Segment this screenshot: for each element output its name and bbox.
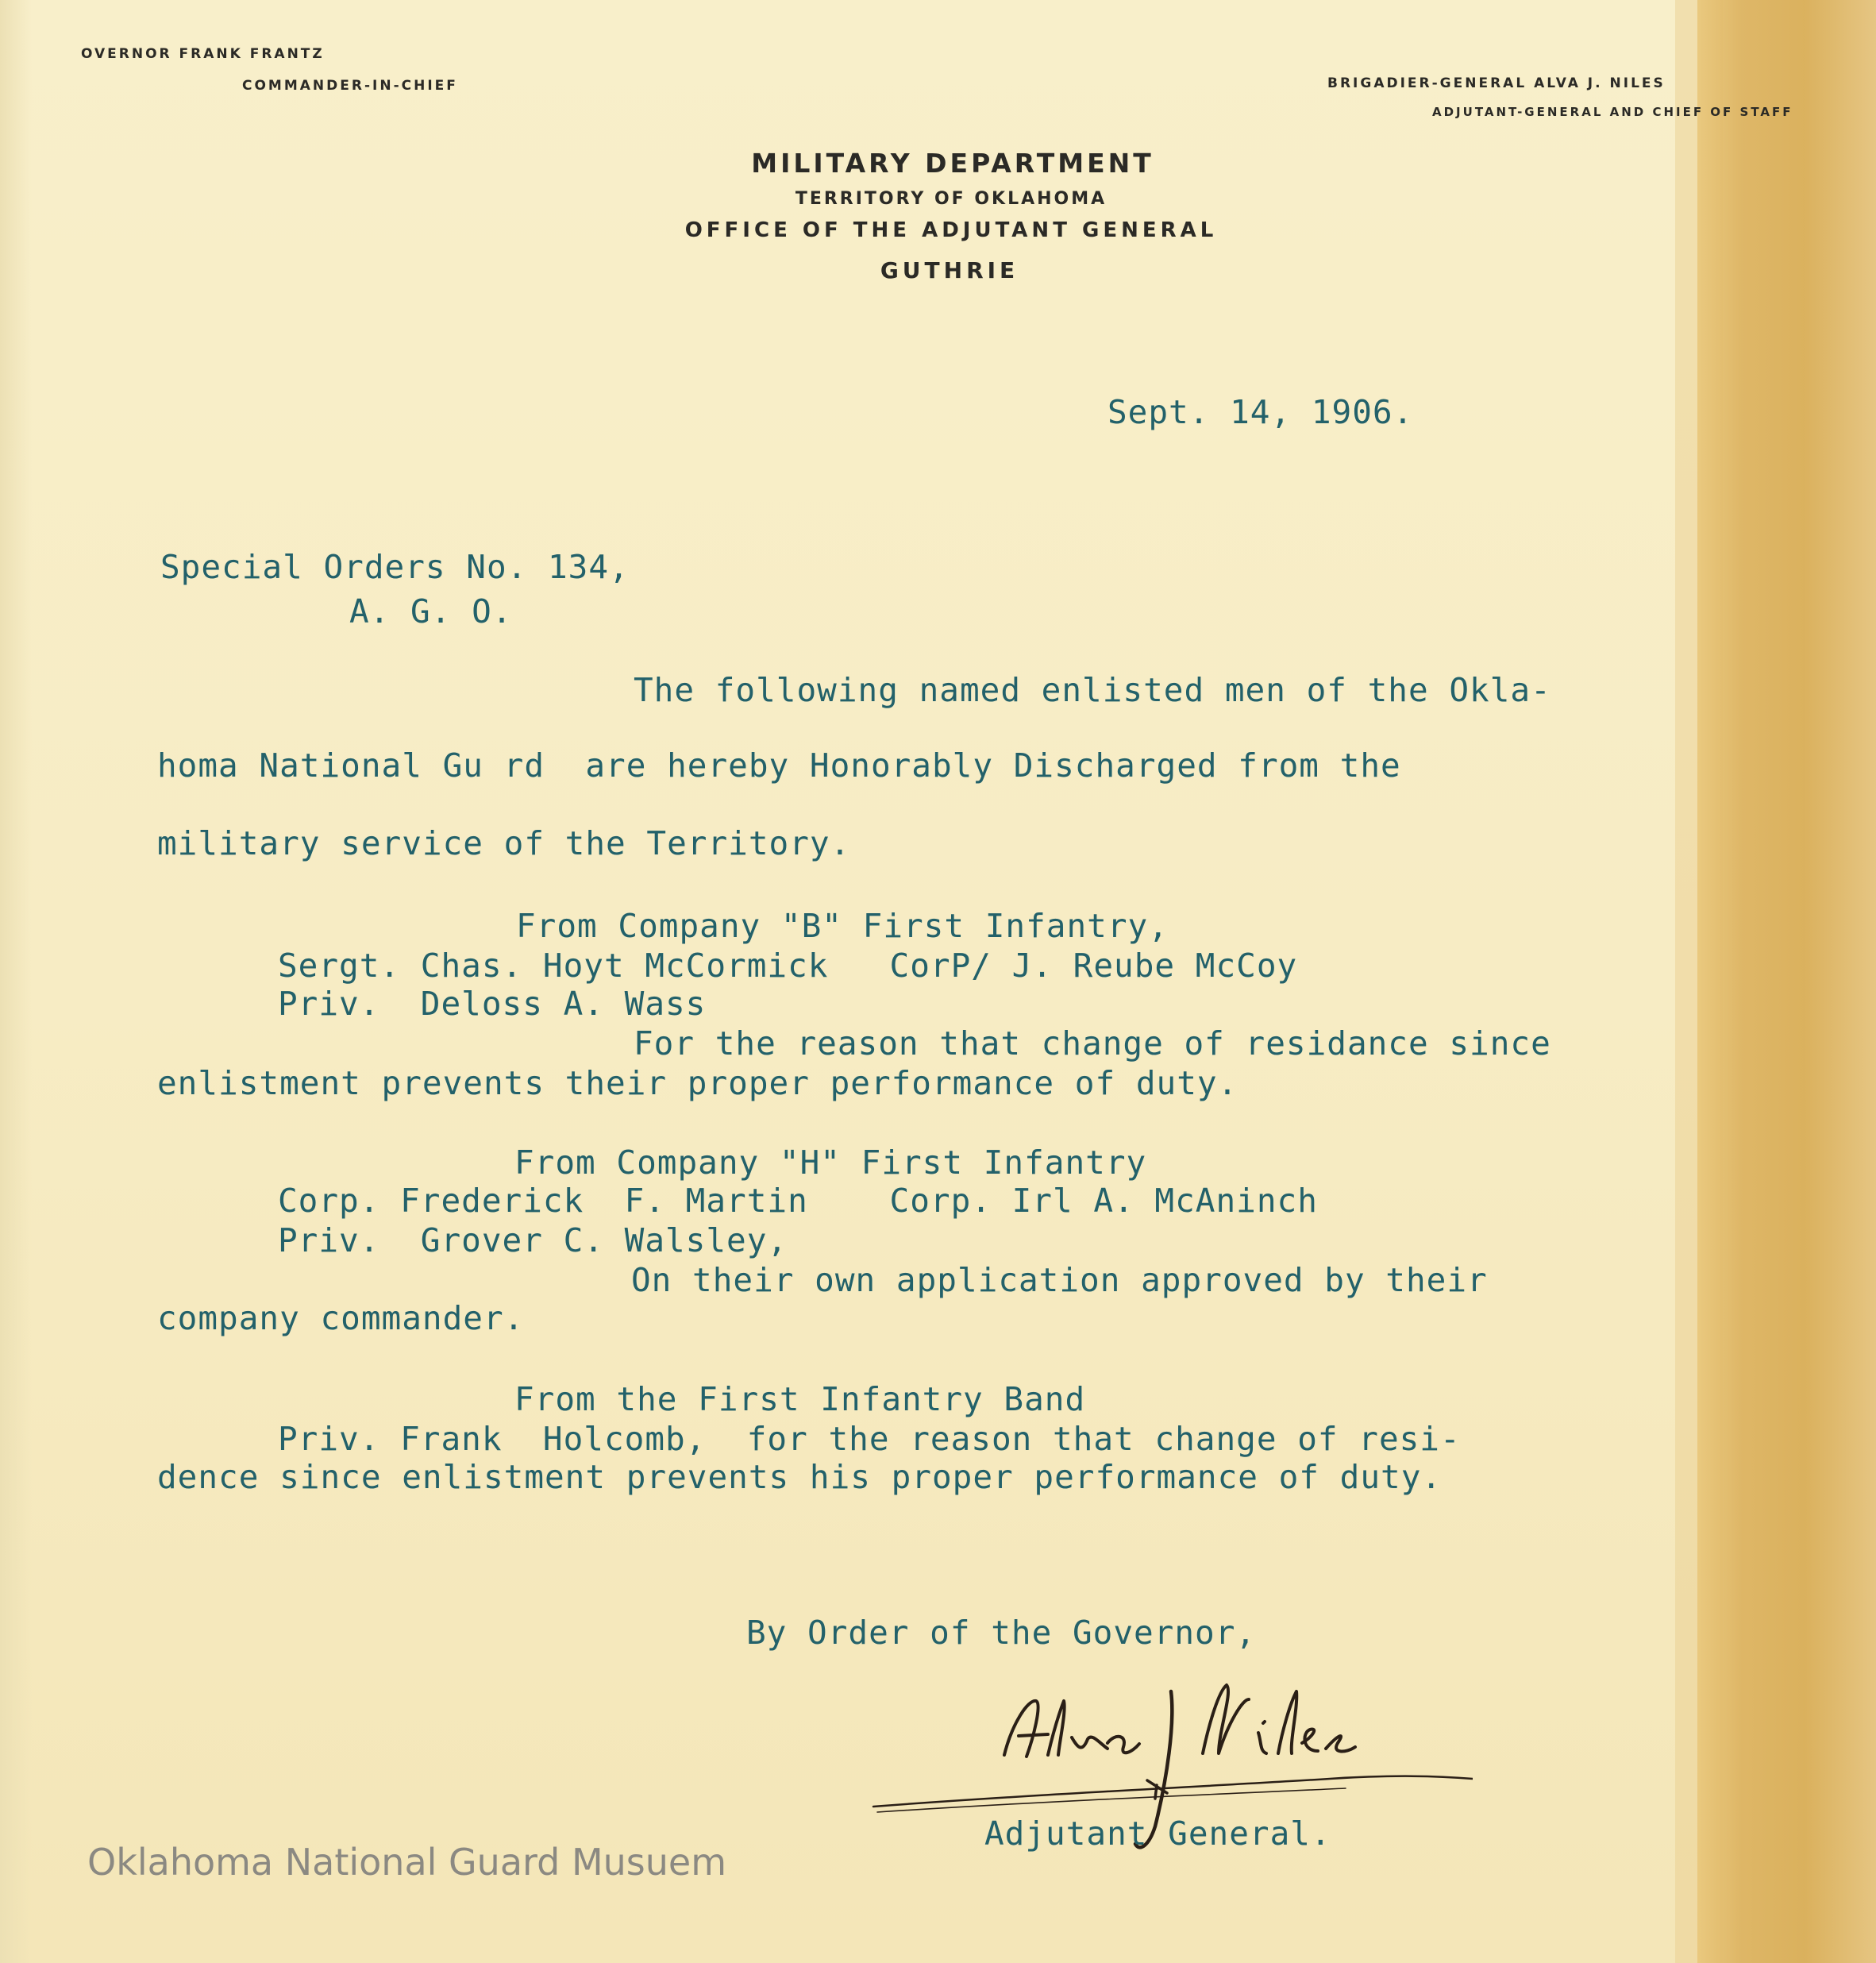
- territory-line: TERRITORY OF OKLAHOMA: [795, 189, 1107, 209]
- company-b-line-1: Sergt. Chas. Hoyt McCormick CorP/ J. Reube McCoy: [278, 947, 1298, 985]
- company-b-heading: From Company "B" First Infantry,: [516, 907, 1169, 945]
- tape-strip: [1697, 0, 1876, 1963]
- band-line-1: Priv. Frank Holcomb, for the reason that change of resi-: [278, 1420, 1461, 1458]
- company-h-reason-1: On their own application approved by their: [631, 1261, 1488, 1299]
- intro-line-2: homa National Gu rd are hereby Honorably Discharged from the: [157, 746, 1401, 785]
- company-b-line-2: Priv. Deloss A. Wass: [278, 985, 707, 1023]
- band-heading: From the First Infantry Band: [514, 1380, 1086, 1418]
- band-line-2: dence since enlistment prevents his proper performance of duty.: [157, 1458, 1443, 1496]
- city-line: GUTHRIE: [880, 257, 1019, 283]
- letter-date: Sept. 14, 1906.: [1107, 393, 1414, 431]
- general-name: BRIGADIER-GENERAL ALVA J. NILES: [1327, 75, 1666, 91]
- company-b-reason-1: For the reason that change of residance since: [634, 1024, 1551, 1062]
- paper-edge-shadow: [0, 0, 32, 1963]
- signatory-title: Adjutant General.: [984, 1815, 1331, 1853]
- ago-line: A. G. O.: [349, 592, 513, 631]
- office-line: OFFICE OF THE ADJUTANT GENERAL: [684, 218, 1218, 242]
- company-h-reason-2: company commander.: [157, 1299, 525, 1337]
- company-b-reason-2: enlistment prevents their proper performance of duty.: [157, 1064, 1238, 1102]
- governor-title: COMMANDER-IN-CHIEF: [242, 78, 458, 94]
- company-h-line-2: Priv. Grover C. Walsley,: [278, 1221, 788, 1259]
- department-title: MILITARY DEPARTMENT: [751, 148, 1154, 179]
- museum-watermark: Oklahoma National Guard Musuem: [87, 1841, 727, 1884]
- intro-line-1: The following named enlisted men of the Okla-: [634, 671, 1551, 709]
- closing-line: By Order of the Governor,: [746, 1614, 1257, 1652]
- general-title: ADJUTANT-GENERAL AND CHIEF OF STAFF: [1432, 105, 1793, 119]
- company-h-heading: From Company "H" First Infantry: [514, 1143, 1147, 1182]
- governor-name: OVERNOR FRANK FRANTZ: [81, 46, 325, 62]
- company-h-line-1: Corp. Frederick F. Martin Corp. Irl A. McAninch: [278, 1182, 1318, 1220]
- order-number: Special Orders No. 134,: [160, 548, 630, 586]
- intro-line-3: military service of the Territory.: [157, 824, 851, 862]
